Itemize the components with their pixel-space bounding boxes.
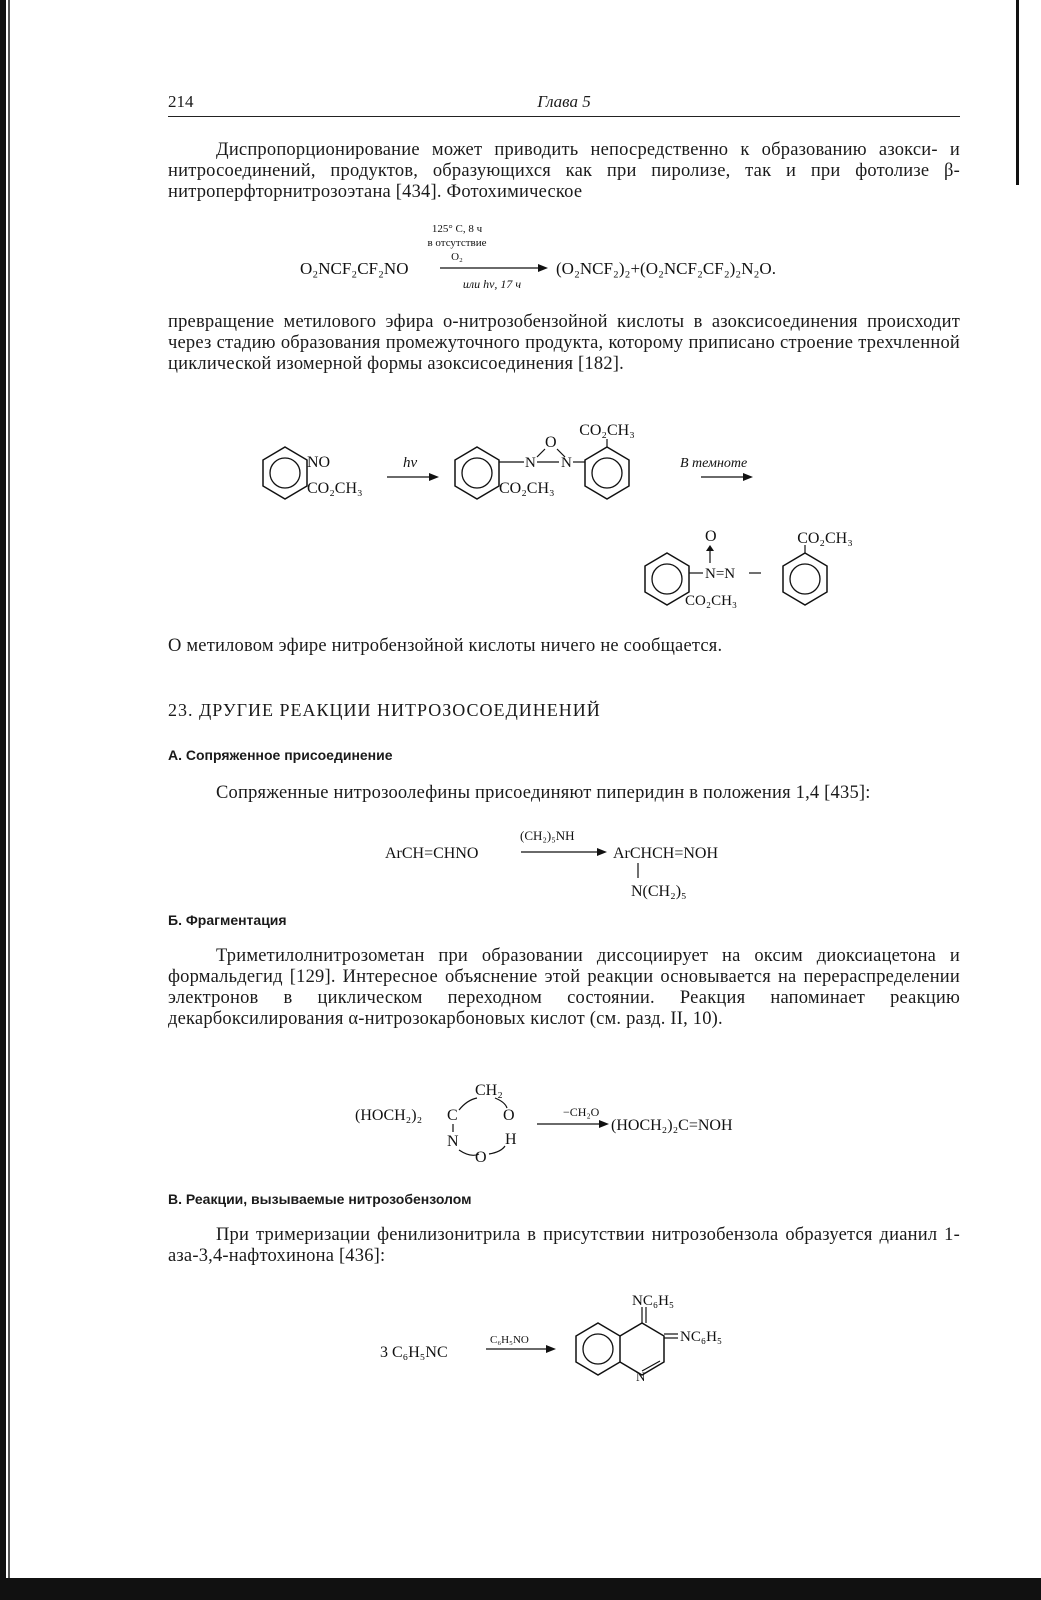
nitroso-label: NO <box>307 454 331 471</box>
scheme1-cond-3: O₂ <box>451 251 463 263</box>
scheme5-n: N <box>636 1369 646 1384</box>
paragraph-3: О метиловом эфире нитробензойной кислоты ничего не сообщается. <box>168 636 723 656</box>
scan-edge-bottom <box>0 1578 1041 1600</box>
scheme1-cond-1: 125° C, 8 ч <box>431 223 483 235</box>
scheme4-left: (HOCH₂)₂ <box>355 1107 423 1124</box>
hv-label: hν <box>403 455 418 471</box>
scheme-pyrolysis <box>300 218 860 298</box>
scheme1-cond-2: в отсутствие <box>427 237 487 249</box>
benzene-ring-2 <box>455 447 499 499</box>
azoxy-n-n: N=N <box>705 566 736 582</box>
paragraph-5: Триметилолнитрозометан при образовании диссоциирует на оксим диоксиацетона и формальдегид [129]. Интересное объяснение этой реакции основывается на перераспределении электронов в циклическом переходном состоянии. Реакция напоминает реакцию декарбоксилирования α-нитрозокарбоновых кислот (см. разд. II, 10). <box>168 946 960 1029</box>
benzene-ring-5 <box>783 553 827 605</box>
benzene-ring-3 <box>585 447 629 499</box>
scheme-trimerization <box>380 1285 760 1395</box>
scheme5-reagent: C₆H₅NO <box>490 1334 529 1346</box>
ester-label-5: CO₂CH₃ <box>797 530 853 547</box>
scheme4-o2: O <box>475 1149 487 1166</box>
scheme4-o: O <box>503 1107 515 1124</box>
page-number: 214 <box>168 92 194 111</box>
ester-label-3: CO₂CH₃ <box>579 422 635 439</box>
scheme5-nc6h5-right: NC₆H₅ <box>680 1329 723 1345</box>
scheme1-products: (O₂NCF₂)₂+(O₂NCF₂CF₂)₂N₂O. <box>556 259 776 278</box>
scheme1-reactant: O₂NCF₂CF₂NO <box>300 259 409 278</box>
subheading-a: А. Сопряженное присоединение <box>168 747 393 763</box>
oxaziridine-n1: N <box>525 455 536 471</box>
paragraph-2: превращение метилового эфира о-нитрозобензойной кислоты в азоксисоединения происходит через стадию образования промежуточного продукта, которому приписано строение трехчленной циклической изомерной формы азоксисоединения [182]. <box>168 312 960 374</box>
scheme5-nc6h5-top: NC₆H₅ <box>632 1293 675 1309</box>
paragraph-6: При тримеризации фенилизонитрила в присутствии нитрозобензола образуется дианил 1-аза-3,4-нафтохинона [436]: <box>168 1225 960 1266</box>
subheading-b: Б. Фрагментация <box>168 912 287 928</box>
scheme-azoxy <box>255 415 855 615</box>
book-page <box>168 92 960 202</box>
scheme1-cond-bottom: или hν, 17 ч <box>462 277 522 291</box>
paragraph-1: Диспропорционирование может приводить непосредственно к образованию азокси- и нитросоединений, продуктов, образующихся как при пиролизе, так и при фотолизе β-нитроперфторнитрозоэтана [434]. Фотохимическое <box>168 140 960 202</box>
oxaziridine-o: O <box>545 434 557 451</box>
paragraph-4: Сопряженные нитрозоолефины присоединяют пиперидин в положения 1,4 [435]: <box>216 783 871 803</box>
scheme4-ch2: CH₂ <box>475 1082 503 1099</box>
running-header <box>168 92 960 117</box>
scan-edge-left <box>0 0 6 1600</box>
ester-label-1: CO₂CH₃ <box>307 480 363 497</box>
quinoline-aza-ring <box>620 1307 678 1375</box>
scheme3-product: ArCHCH=NOH <box>613 845 719 862</box>
scan-edge-right <box>1016 0 1019 185</box>
benzene-ring-1 <box>263 447 307 499</box>
scan-edge-left-line <box>8 0 10 1600</box>
scheme5-reactant: 3 C₆H₅NC <box>380 1344 448 1361</box>
azoxy-o: O <box>705 528 717 545</box>
scheme3-reactant: ArCH=CHNO <box>385 845 479 862</box>
subheading-c: В. Реакции, вызываемые нитрозобензолом <box>168 1191 472 1207</box>
scheme3-reagent: (CH₂)₅NH <box>520 828 575 843</box>
chapter-title: Глава 5 <box>537 92 591 111</box>
benzene-ring-4 <box>645 553 689 605</box>
scheme4-cond: −CH₂O <box>563 1105 600 1119</box>
section-heading: 23. ДРУГИЕ РЕАКЦИИ НИТРОЗОСОЕДИНЕНИЙ <box>168 700 601 720</box>
scheme4-n: N <box>447 1133 459 1150</box>
scheme4-c: C <box>447 1107 458 1124</box>
quinoline-benzo-ring <box>576 1323 620 1375</box>
scheme4-product: (HOCH₂)₂C=NOH <box>611 1117 733 1134</box>
scheme3-substituent: N(CH₂)₅ <box>631 883 687 900</box>
ester-label-2: CO₂CH₃ <box>499 480 555 497</box>
oxaziridine-n2: N <box>561 455 572 471</box>
ester-label-4: CO₂CH₃ <box>685 593 738 609</box>
dark-label: В темноте <box>680 456 748 471</box>
scheme4-h: H <box>505 1131 517 1148</box>
scheme-piperidine <box>385 828 805 908</box>
scheme-fragmentation <box>355 1080 795 1170</box>
